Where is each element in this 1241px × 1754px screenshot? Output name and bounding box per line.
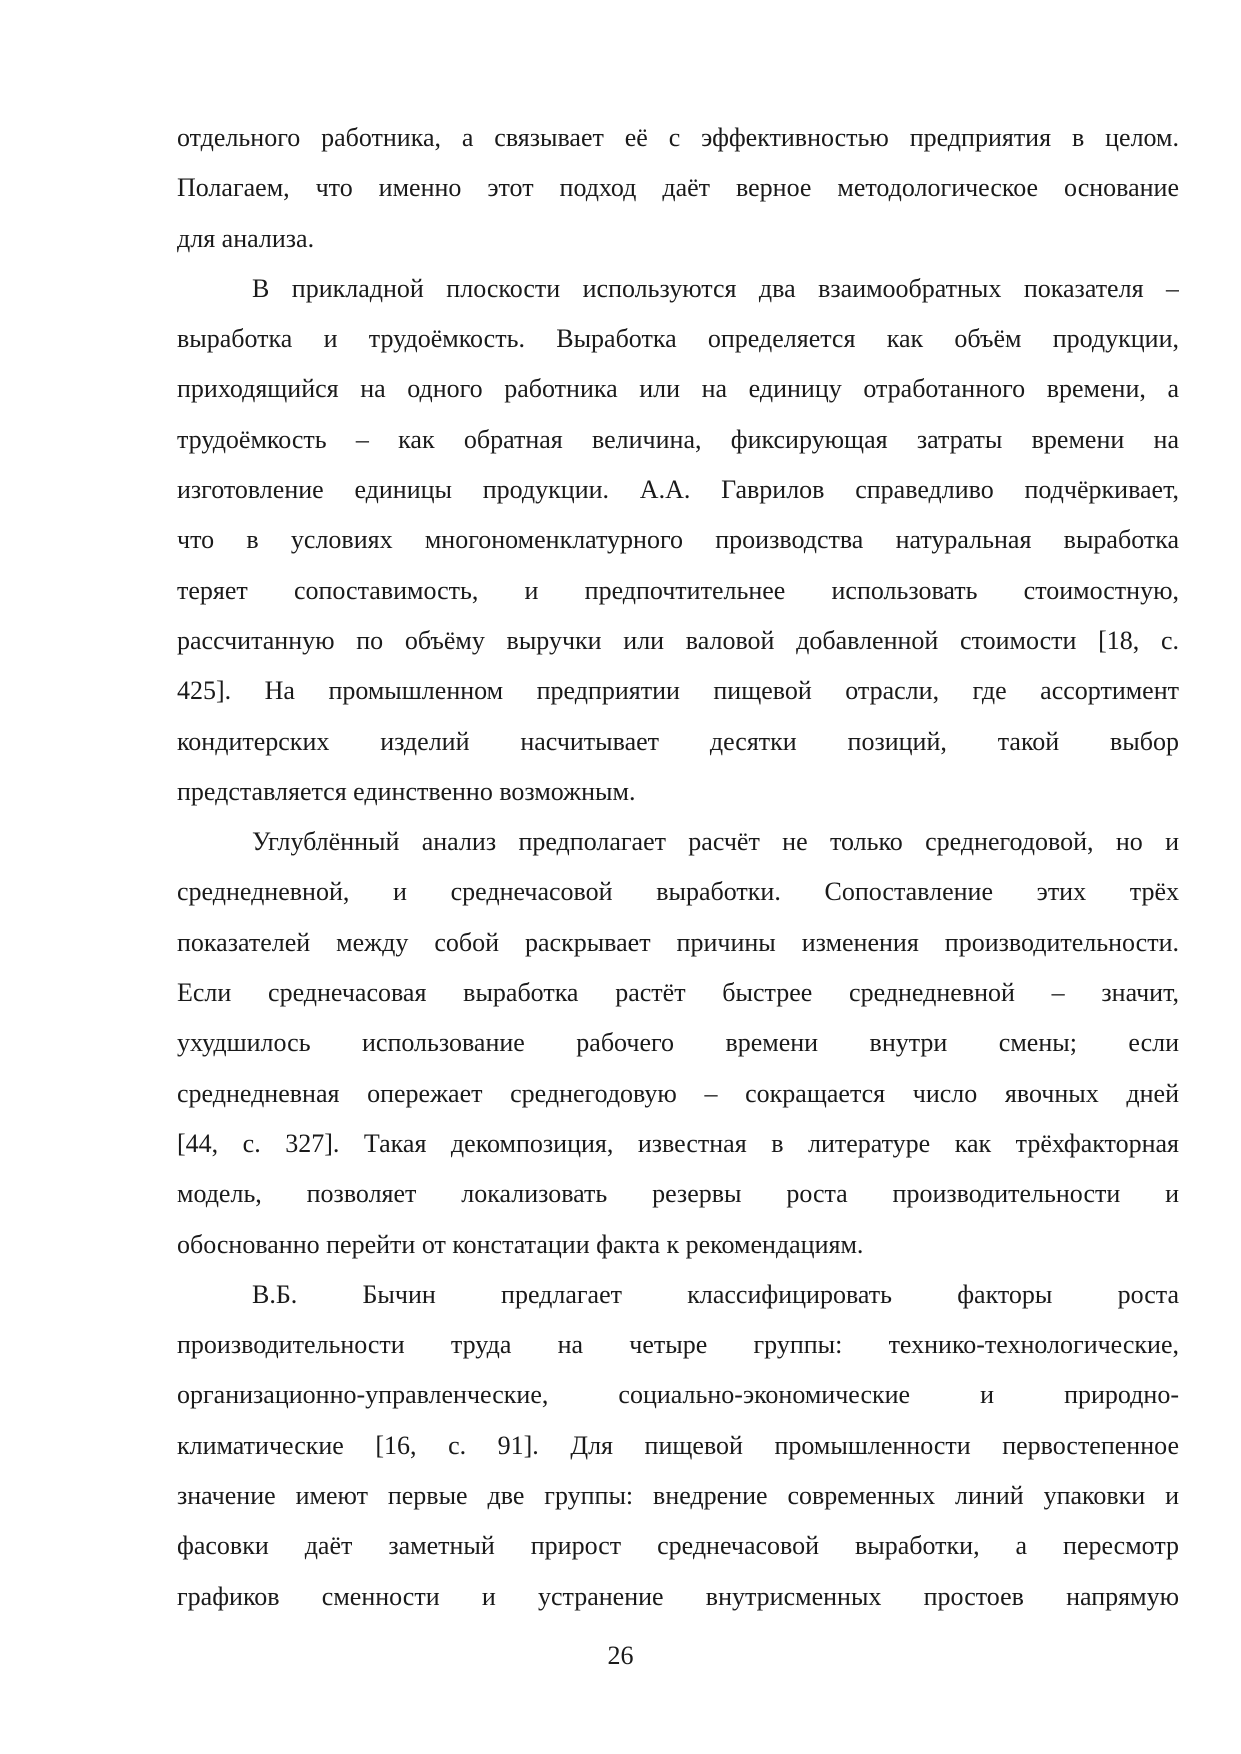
text-line: графиков сменности и устранение внутрисменных простоев напрямую <box>177 1581 1179 1611</box>
text-line: фасовки даёт заметный прирост среднечасовой выработки, а пересмотр <box>177 1531 1179 1561</box>
text-line: рассчитанную по объёму выручки или валовой добавленной стоимости [18, с. <box>177 625 1179 655</box>
text-line: показателей между собой раскрывает причины изменения производительности. <box>177 927 1179 957</box>
text-line: ухудшилось использование рабочего времени внутри смены; если <box>177 1028 1179 1058</box>
paragraph-2 <box>177 264 1179 817</box>
paragraph-4 <box>177 1270 1179 1622</box>
paragraph-3 <box>177 817 1179 1270</box>
text-line: трудоёмкость – как обратная величина, фиксирующая затраты времени на <box>177 424 1179 454</box>
text-line: Полагаем, что именно этот подход даёт верное методологическое основание <box>177 173 1179 203</box>
document-page <box>177 113 1179 1622</box>
text-line: среднедневной, и среднечасовой выработки. Сопоставление этих трёх <box>177 877 1179 907</box>
text-line: значение имеют первые две группы: внедрение современных линий упаковки и <box>177 1481 1179 1511</box>
text-line: для анализа. <box>177 223 315 253</box>
text-line: кондитерских изделий насчитывает десятки позиций, такой выбор <box>177 726 1179 756</box>
text-line: теряет сопоставимость, и предпочтительнее использовать стоимостную, <box>177 575 1179 605</box>
text-line: организационно-управленческие, социально-экономические и природно- <box>177 1380 1179 1410</box>
text-line: модель, позволяет локализовать резервы роста производительности и <box>177 1179 1179 1209</box>
text-line: что в условиях многономенклатурного производства натуральная выработка <box>177 525 1179 555</box>
text-line: производительности труда на четыре группы: технико-технологические, <box>177 1330 1179 1360</box>
text-line: среднедневная опережает среднегодовую – сокращается число явочных дней <box>177 1078 1179 1108</box>
text-line: представляется единственно возможным. <box>177 776 636 806</box>
text-line: обоснованно перейти от констатации факта к рекомендациям. <box>177 1229 864 1259</box>
text-line: изготовление единицы продукции. А.А. Гаврилов справедливо подчёркивает, <box>177 475 1179 505</box>
paragraph-1 <box>177 113 1179 264</box>
text-line: 425]. На промышленном предприятии пищевой отрасли, где ассортимент <box>177 676 1179 706</box>
text-line: Если среднечасовая выработка растёт быстрее среднедневной – значит, <box>177 978 1179 1008</box>
text-line: [44, с. 327]. Такая декомпозиция, известная в литературе как трёхфакторная <box>177 1128 1179 1158</box>
text-line: отдельного работника, а связывает её с эффективностью предприятия в целом. <box>177 123 1179 152</box>
text-line: В прикладной плоскости используются два взаимообратных показателя – <box>252 273 1179 303</box>
text-line: выработка и трудоёмкость. Выработка определяется как объём продукции, <box>177 324 1179 354</box>
text-line: приходящийся на одного работника или на единицу отработанного времени, а <box>177 374 1179 404</box>
text-line: климатические [16, с. 91]. Для пищевой промышленности первостепенное <box>177 1430 1179 1460</box>
page-number: 26 <box>607 1641 634 1670</box>
text-line: Углублённый анализ предполагает расчёт не только среднегодовой, но и <box>252 827 1179 857</box>
text-line: В.Б. Бычин предлагает классифицировать факторы роста <box>252 1279 1179 1309</box>
